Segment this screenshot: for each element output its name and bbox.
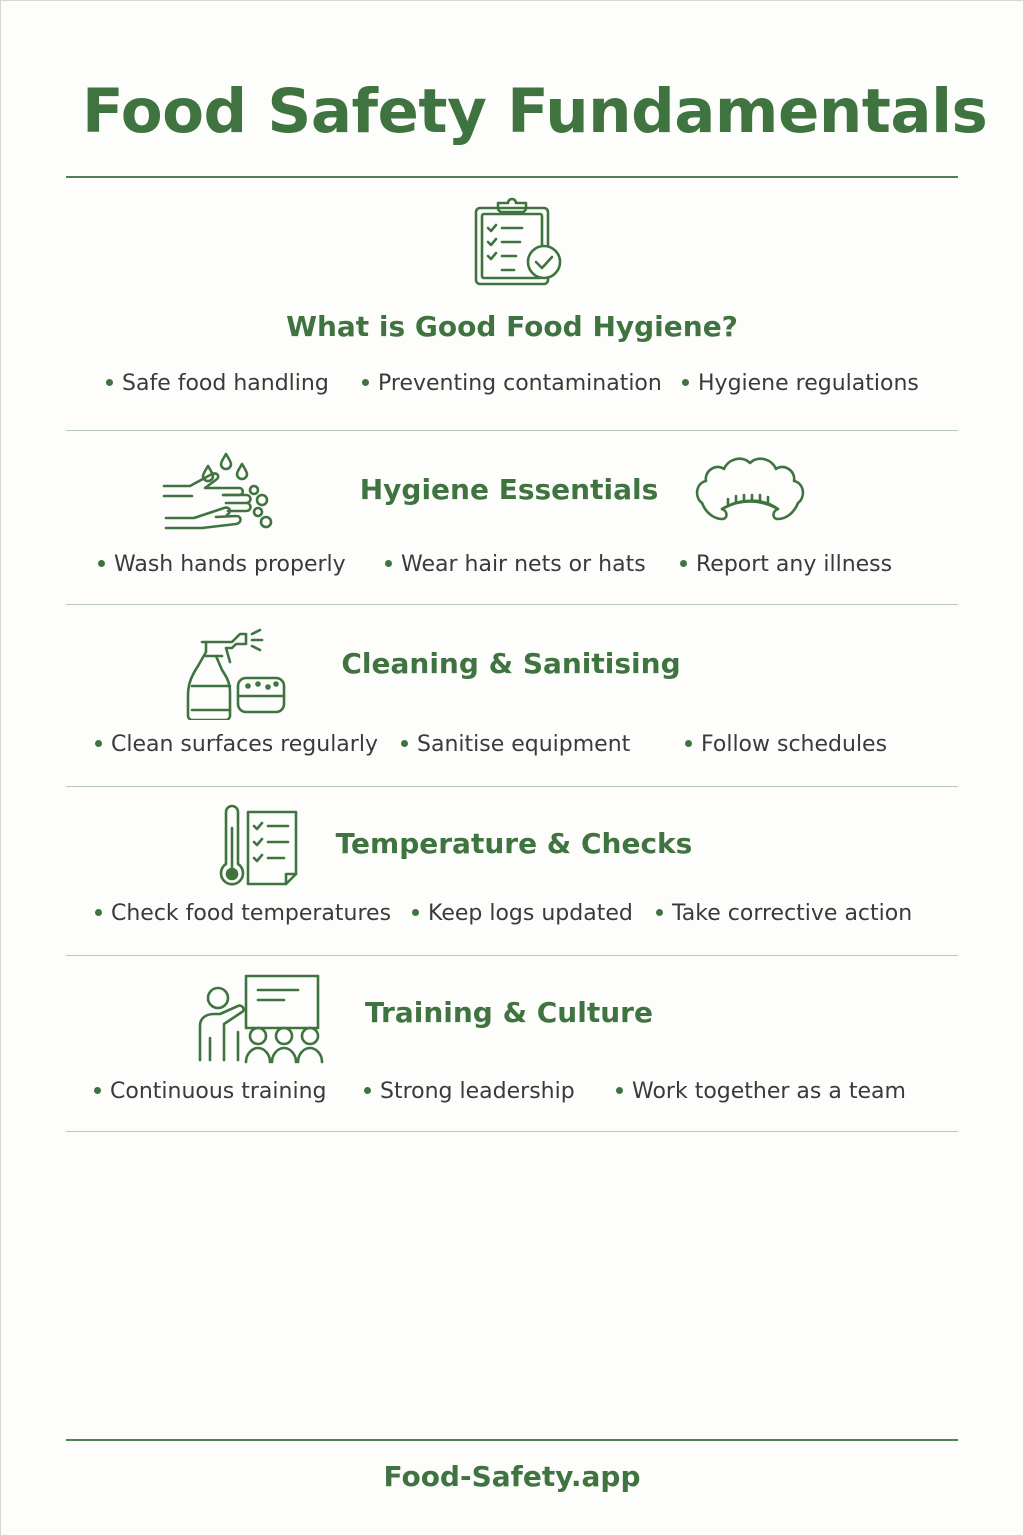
bullet-dot: [680, 560, 687, 567]
list-item: Continuous training: [94, 1079, 326, 1104]
bullet-dot: [616, 1087, 623, 1094]
bullet-dot: [94, 1087, 101, 1094]
section-heading-food-hygiene: What is Good Food Hygiene?: [286, 310, 738, 343]
section-divider: [66, 955, 958, 956]
bullet-dot: [385, 560, 392, 567]
list-item: Strong leadership: [364, 1079, 575, 1104]
bullet-dot: [682, 379, 689, 386]
list-item: Follow schedules: [685, 732, 887, 757]
section-divider: [66, 430, 958, 431]
section-heading-training: Training & Culture: [365, 996, 653, 1029]
bullet-dot: [401, 740, 408, 747]
footer-divider: [66, 1439, 958, 1441]
bullet-dot: [95, 909, 102, 916]
list-item: Take corrective action: [656, 901, 912, 926]
bullet-dot: [412, 909, 419, 916]
list-item: Work together as a team: [616, 1079, 906, 1104]
section-heading-hygiene-essentials: Hygiene Essentials: [359, 473, 659, 506]
section-divider: [66, 604, 958, 605]
clipboard-check-icon: [470, 196, 566, 288]
list-item: Report any illness: [680, 552, 892, 577]
list-item: Check food temperatures: [95, 901, 391, 926]
list-item: Sanitise equipment: [401, 732, 630, 757]
bullet-dot: [364, 1087, 371, 1094]
bullet-dot: [98, 560, 105, 567]
list-item: Hygiene regulations: [682, 371, 919, 396]
section-divider: [66, 786, 958, 787]
list-item: Safe food handling: [106, 371, 329, 396]
list-item: Wash hands properly: [98, 552, 346, 577]
bullet-dot: [656, 909, 663, 916]
page-title: Food Safety Fundamentals: [82, 76, 988, 147]
bullet-dot: [685, 740, 692, 747]
list-item: Preventing contamination: [362, 371, 662, 396]
footer-site-name: Food-Safety.app: [383, 1460, 641, 1493]
list-item: Clean surfaces regularly: [95, 732, 378, 757]
bullet-dot: [95, 740, 102, 747]
section-divider: [66, 1131, 958, 1132]
bullet-dot: [106, 379, 113, 386]
list-item: Keep logs updated: [412, 901, 633, 926]
section-heading-temperature: Temperature & Checks: [335, 827, 693, 860]
bullet-dot: [362, 379, 369, 386]
section-heading-cleaning: Cleaning & Sanitising: [341, 647, 681, 680]
list-item: Wear hair nets or hats: [385, 552, 646, 577]
title-divider: [66, 176, 958, 178]
